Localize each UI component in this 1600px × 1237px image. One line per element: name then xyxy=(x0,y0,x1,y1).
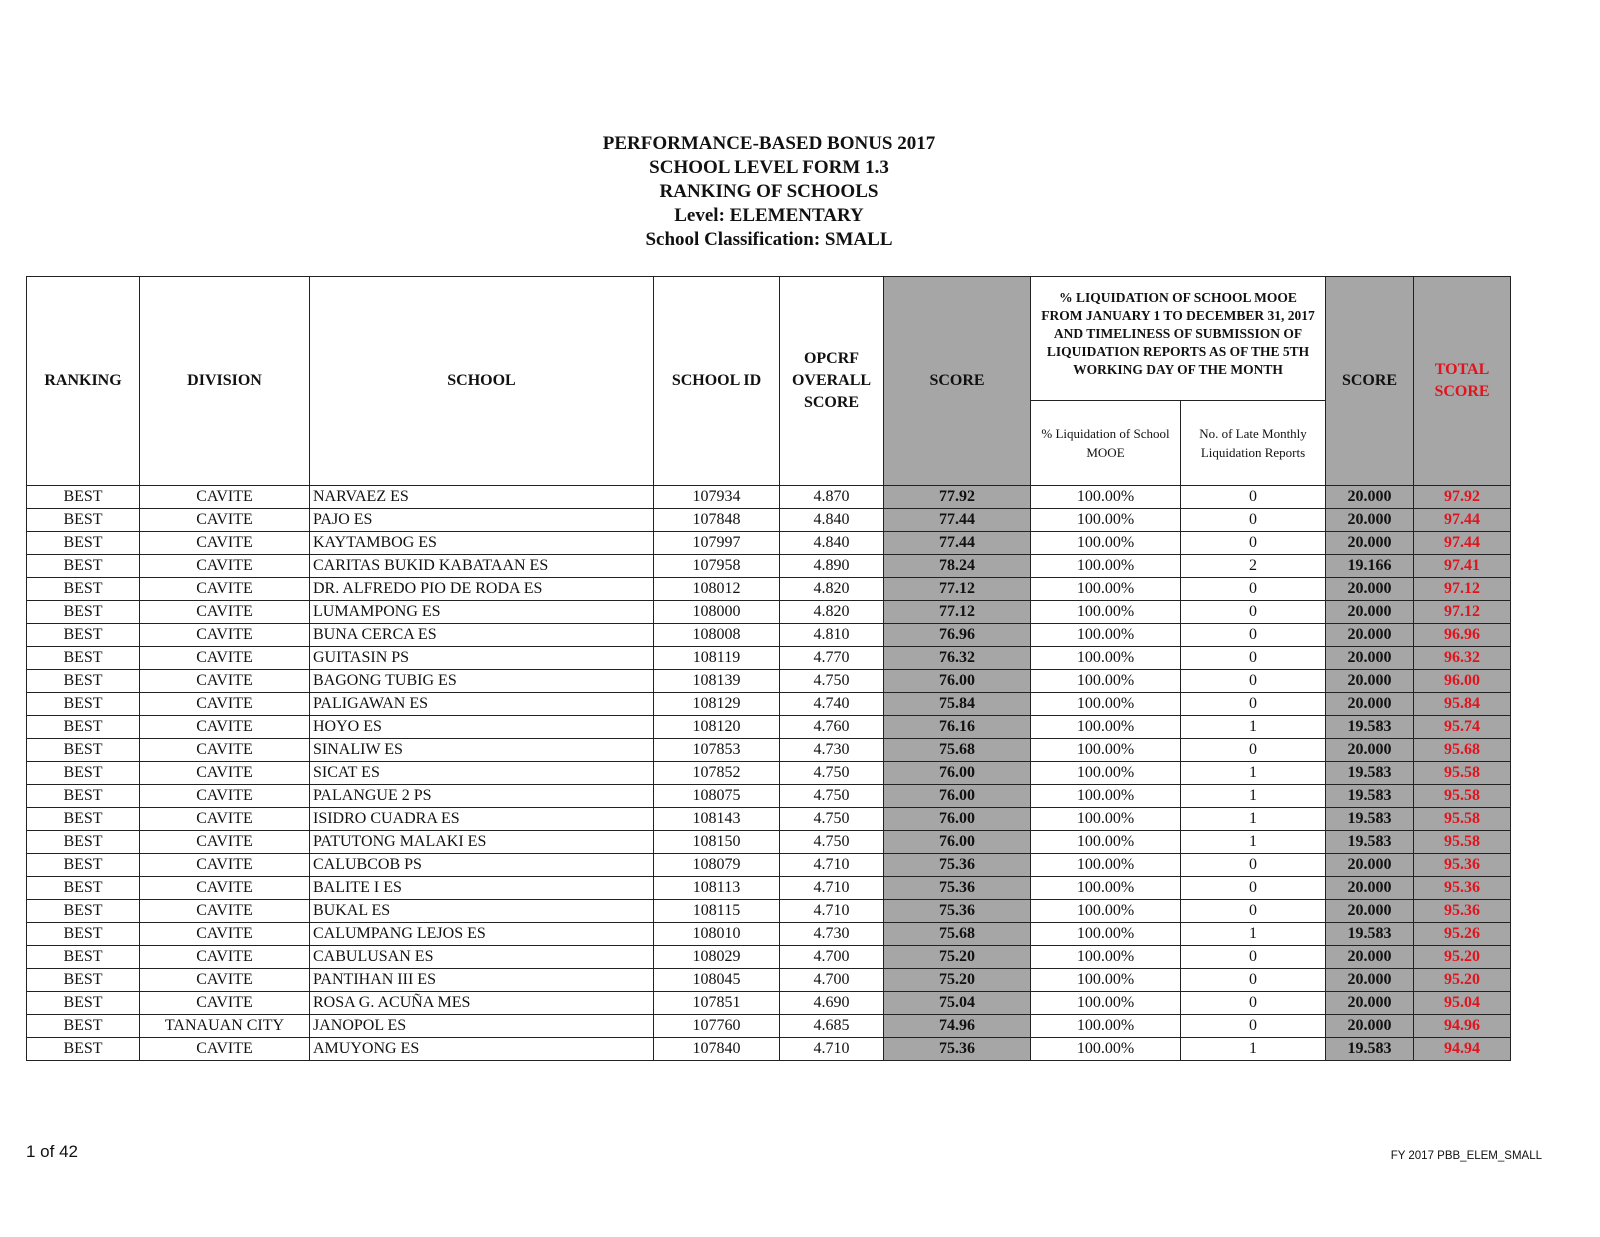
cell-school-id: 107852 xyxy=(654,762,780,785)
cell-school-id: 108129 xyxy=(654,693,780,716)
cell-liquidation-score: 20.000 xyxy=(1326,877,1414,900)
document-title xyxy=(0,132,1538,252)
table-row xyxy=(27,1015,1511,1038)
cell-school: PALIGAWAN ES xyxy=(310,693,654,716)
cell-score: 78.24 xyxy=(884,555,1031,578)
cell-pct-liquidation: 100.00% xyxy=(1031,647,1181,670)
cell-school-id: 108113 xyxy=(654,877,780,900)
table-row xyxy=(27,647,1511,670)
level-line: Level: ELEMENTARY xyxy=(674,205,864,226)
cell-liquidation-score: 19.583 xyxy=(1326,808,1414,831)
cell-opcrf-score: 4.840 xyxy=(780,532,884,555)
cell-opcrf-score: 4.820 xyxy=(780,578,884,601)
cell-liquidation-score: 20.000 xyxy=(1326,854,1414,877)
cell-opcrf-score: 4.700 xyxy=(780,969,884,992)
cell-school: SINALIW ES xyxy=(310,739,654,762)
cell-pct-liquidation: 100.00% xyxy=(1031,923,1181,946)
cell-opcrf-score: 4.730 xyxy=(780,739,884,762)
cell-score: 75.84 xyxy=(884,693,1031,716)
col-header-school-id: SCHOOL ID xyxy=(654,277,780,486)
cell-ranking: BEST xyxy=(27,601,140,624)
cell-score: 76.00 xyxy=(884,785,1031,808)
cell-liquidation-score: 20.000 xyxy=(1326,693,1414,716)
cell-opcrf-score: 4.750 xyxy=(780,785,884,808)
cell-opcrf-score: 4.685 xyxy=(780,1015,884,1038)
cell-pct-liquidation: 100.00% xyxy=(1031,555,1181,578)
cell-pct-liquidation: 100.00% xyxy=(1031,624,1181,647)
cell-late-reports: 0 xyxy=(1181,624,1326,647)
cell-school-id: 107851 xyxy=(654,992,780,1015)
cell-opcrf-score: 4.750 xyxy=(780,831,884,854)
cell-pct-liquidation: 100.00% xyxy=(1031,831,1181,854)
cell-division: CAVITE xyxy=(140,785,310,808)
cell-division: CAVITE xyxy=(140,831,310,854)
cell-division: CAVITE xyxy=(140,739,310,762)
cell-school: BAGONG TUBIG ES xyxy=(310,670,654,693)
cell-school: CABULUSAN ES xyxy=(310,946,654,969)
cell-opcrf-score: 4.810 xyxy=(780,624,884,647)
cell-opcrf-score: 4.710 xyxy=(780,854,884,877)
cell-late-reports: 1 xyxy=(1181,762,1326,785)
cell-school-id: 108075 xyxy=(654,785,780,808)
cell-pct-liquidation: 100.00% xyxy=(1031,486,1181,509)
cell-opcrf-score: 4.710 xyxy=(780,1038,884,1061)
cell-school: PAJO ES xyxy=(310,509,654,532)
cell-ranking: BEST xyxy=(27,555,140,578)
cell-score: 75.36 xyxy=(884,854,1031,877)
cell-school-id: 108119 xyxy=(654,647,780,670)
cell-total-score: 97.12 xyxy=(1414,578,1511,601)
cell-opcrf-score: 4.840 xyxy=(780,509,884,532)
document-code: FY 2017 PBB_ELEM_SMALL xyxy=(1390,1150,1542,1162)
cell-late-reports: 1 xyxy=(1181,808,1326,831)
cell-school: BALITE I ES xyxy=(310,877,654,900)
cell-pct-liquidation: 100.00% xyxy=(1031,716,1181,739)
cell-score: 76.00 xyxy=(884,762,1031,785)
cell-school: SICAT ES xyxy=(310,762,654,785)
cell-school: JANOPOL ES xyxy=(310,1015,654,1038)
cell-score: 77.44 xyxy=(884,509,1031,532)
cell-opcrf-score: 4.710 xyxy=(780,900,884,923)
cell-total-score: 95.04 xyxy=(1414,992,1511,1015)
cell-division: CAVITE xyxy=(140,877,310,900)
cell-school-id: 107760 xyxy=(654,1015,780,1038)
col-header-late-reports: No. of Late Monthly Liquidation Reports xyxy=(1181,401,1326,486)
cell-late-reports: 0 xyxy=(1181,486,1326,509)
cell-school-id: 108012 xyxy=(654,578,780,601)
cell-school-id: 107997 xyxy=(654,532,780,555)
cell-liquidation-score: 20.000 xyxy=(1326,601,1414,624)
cell-late-reports: 0 xyxy=(1181,969,1326,992)
cell-school: CARITAS BUKID KABATAAN ES xyxy=(310,555,654,578)
cell-total-score: 94.96 xyxy=(1414,1015,1511,1038)
cell-school-id: 108120 xyxy=(654,716,780,739)
cell-school-id: 108029 xyxy=(654,946,780,969)
ranking-table xyxy=(26,276,1511,1061)
cell-school: BUNA CERCA ES xyxy=(310,624,654,647)
cell-liquidation-score: 19.166 xyxy=(1326,555,1414,578)
table-row xyxy=(27,716,1511,739)
cell-ranking: BEST xyxy=(27,1015,140,1038)
cell-pct-liquidation: 100.00% xyxy=(1031,1015,1181,1038)
cell-school-id: 107853 xyxy=(654,739,780,762)
cell-opcrf-score: 4.890 xyxy=(780,555,884,578)
cell-score: 76.00 xyxy=(884,670,1031,693)
cell-late-reports: 1 xyxy=(1181,716,1326,739)
cell-liquidation-score: 20.000 xyxy=(1326,969,1414,992)
cell-ranking: BEST xyxy=(27,854,140,877)
cell-school: LUMAMPONG ES xyxy=(310,601,654,624)
cell-total-score: 95.58 xyxy=(1414,785,1511,808)
cell-total-score: 95.58 xyxy=(1414,831,1511,854)
cell-liquidation-score: 20.000 xyxy=(1326,486,1414,509)
cell-pct-liquidation: 100.00% xyxy=(1031,601,1181,624)
col-header-total-score: TOTAL SCORE xyxy=(1414,277,1511,486)
cell-school-id: 107848 xyxy=(654,509,780,532)
cell-division: CAVITE xyxy=(140,647,310,670)
cell-liquidation-score: 20.000 xyxy=(1326,624,1414,647)
cell-school: AMUYONG ES xyxy=(310,1038,654,1061)
cell-division: TANAUAN CITY xyxy=(140,1015,310,1038)
cell-opcrf-score: 4.750 xyxy=(780,808,884,831)
cell-division: CAVITE xyxy=(140,578,310,601)
cell-total-score: 95.58 xyxy=(1414,808,1511,831)
cell-late-reports: 0 xyxy=(1181,1015,1326,1038)
cell-school: ISIDRO CUADRA ES xyxy=(310,808,654,831)
cell-score: 74.96 xyxy=(884,1015,1031,1038)
cell-total-score: 94.94 xyxy=(1414,1038,1511,1061)
cell-ranking: BEST xyxy=(27,762,140,785)
cell-school: HOYO ES xyxy=(310,716,654,739)
cell-school-id: 108008 xyxy=(654,624,780,647)
cell-division: CAVITE xyxy=(140,1038,310,1061)
cell-score: 77.12 xyxy=(884,578,1031,601)
table-row xyxy=(27,555,1511,578)
cell-ranking: BEST xyxy=(27,831,140,854)
table-row xyxy=(27,532,1511,555)
table-row xyxy=(27,601,1511,624)
cell-pct-liquidation: 100.00% xyxy=(1031,992,1181,1015)
cell-ranking: BEST xyxy=(27,877,140,900)
cell-pct-liquidation: 100.00% xyxy=(1031,877,1181,900)
cell-school: PALANGUE 2 PS xyxy=(310,785,654,808)
table-row xyxy=(27,923,1511,946)
table-row xyxy=(27,831,1511,854)
cell-division: CAVITE xyxy=(140,532,310,555)
table-row xyxy=(27,693,1511,716)
cell-school-id: 107958 xyxy=(654,555,780,578)
cell-total-score: 97.41 xyxy=(1414,555,1511,578)
cell-liquidation-score: 20.000 xyxy=(1326,509,1414,532)
cell-division: CAVITE xyxy=(140,486,310,509)
cell-late-reports: 1 xyxy=(1181,1038,1326,1061)
cell-school: PANTIHAN III ES xyxy=(310,969,654,992)
col-header-school: SCHOOL xyxy=(310,277,654,486)
cell-pct-liquidation: 100.00% xyxy=(1031,900,1181,923)
cell-opcrf-score: 4.700 xyxy=(780,946,884,969)
cell-division: CAVITE xyxy=(140,509,310,532)
table-row xyxy=(27,854,1511,877)
cell-total-score: 97.92 xyxy=(1414,486,1511,509)
cell-pct-liquidation: 100.00% xyxy=(1031,762,1181,785)
cell-ranking: BEST xyxy=(27,1038,140,1061)
cell-ranking: BEST xyxy=(27,670,140,693)
cell-division: CAVITE xyxy=(140,946,310,969)
table-row xyxy=(27,486,1511,509)
cell-total-score: 95.68 xyxy=(1414,739,1511,762)
cell-division: CAVITE xyxy=(140,624,310,647)
cell-pct-liquidation: 100.00% xyxy=(1031,739,1181,762)
cell-school-id: 108045 xyxy=(654,969,780,992)
cell-late-reports: 0 xyxy=(1181,992,1326,1015)
cell-liquidation-score: 20.000 xyxy=(1326,1015,1414,1038)
table-row xyxy=(27,762,1511,785)
table-row xyxy=(27,992,1511,1015)
table-row xyxy=(27,509,1511,532)
cell-ranking: BEST xyxy=(27,486,140,509)
cell-score: 76.16 xyxy=(884,716,1031,739)
cell-total-score: 95.36 xyxy=(1414,900,1511,923)
cell-score: 75.68 xyxy=(884,923,1031,946)
cell-school: ROSA G. ACUÑA MES xyxy=(310,992,654,1015)
cell-late-reports: 0 xyxy=(1181,739,1326,762)
cell-ranking: BEST xyxy=(27,624,140,647)
table-row xyxy=(27,785,1511,808)
cell-late-reports: 0 xyxy=(1181,670,1326,693)
cell-score: 76.00 xyxy=(884,808,1031,831)
cell-total-score: 95.20 xyxy=(1414,969,1511,992)
cell-score: 77.92 xyxy=(884,486,1031,509)
cell-pct-liquidation: 100.00% xyxy=(1031,808,1181,831)
table-row xyxy=(27,739,1511,762)
cell-ranking: BEST xyxy=(27,946,140,969)
cell-school: PATUTONG MALAKI ES xyxy=(310,831,654,854)
cell-division: CAVITE xyxy=(140,969,310,992)
cell-total-score: 95.36 xyxy=(1414,877,1511,900)
cell-school: DR. ALFREDO PIO DE RODA ES xyxy=(310,578,654,601)
cell-ranking: BEST xyxy=(27,808,140,831)
cell-ranking: BEST xyxy=(27,532,140,555)
cell-school-id: 108000 xyxy=(654,601,780,624)
cell-score: 75.36 xyxy=(884,877,1031,900)
cell-school-id: 108010 xyxy=(654,923,780,946)
table-body xyxy=(27,486,1511,1061)
cell-late-reports: 0 xyxy=(1181,877,1326,900)
cell-ranking: BEST xyxy=(27,992,140,1015)
cell-school-id: 107840 xyxy=(654,1038,780,1061)
cell-ranking: BEST xyxy=(27,969,140,992)
cell-total-score: 97.44 xyxy=(1414,532,1511,555)
cell-score: 75.36 xyxy=(884,1038,1031,1061)
table-row xyxy=(27,900,1511,923)
cell-school: NARVAEZ ES xyxy=(310,486,654,509)
cell-pct-liquidation: 100.00% xyxy=(1031,969,1181,992)
cell-opcrf-score: 4.710 xyxy=(780,877,884,900)
cell-total-score: 95.26 xyxy=(1414,923,1511,946)
cell-late-reports: 0 xyxy=(1181,601,1326,624)
table-row xyxy=(27,1038,1511,1061)
cell-division: CAVITE xyxy=(140,854,310,877)
title-line: RANKING OF SCHOOLS xyxy=(659,181,879,202)
col-header-pct-liquidation: % Liquidation of School MOOE xyxy=(1031,401,1181,486)
cell-late-reports: 1 xyxy=(1181,923,1326,946)
cell-school: CALUMPANG LEJOS ES xyxy=(310,923,654,946)
cell-late-reports: 0 xyxy=(1181,900,1326,923)
cell-school: KAYTAMBOG ES xyxy=(310,532,654,555)
cell-opcrf-score: 4.820 xyxy=(780,601,884,624)
cell-ranking: BEST xyxy=(27,900,140,923)
table-row xyxy=(27,877,1511,900)
title-line: SCHOOL LEVEL FORM 1.3 xyxy=(649,157,889,178)
cell-opcrf-score: 4.750 xyxy=(780,670,884,693)
col-header-ranking: RANKING xyxy=(27,277,140,486)
col-header-division: DIVISION xyxy=(140,277,310,486)
cell-total-score: 95.84 xyxy=(1414,693,1511,716)
cell-liquidation-score: 19.583 xyxy=(1326,831,1414,854)
cell-late-reports: 0 xyxy=(1181,946,1326,969)
cell-ranking: BEST xyxy=(27,578,140,601)
cell-liquidation-score: 20.000 xyxy=(1326,992,1414,1015)
cell-late-reports: 0 xyxy=(1181,509,1326,532)
cell-opcrf-score: 4.740 xyxy=(780,693,884,716)
cell-ranking: BEST xyxy=(27,923,140,946)
cell-division: CAVITE xyxy=(140,555,310,578)
cell-pct-liquidation: 100.00% xyxy=(1031,670,1181,693)
cell-division: CAVITE xyxy=(140,670,310,693)
cell-liquidation-score: 20.000 xyxy=(1326,578,1414,601)
cell-pct-liquidation: 100.00% xyxy=(1031,854,1181,877)
cell-score: 75.04 xyxy=(884,992,1031,1015)
table-row xyxy=(27,624,1511,647)
cell-total-score: 96.96 xyxy=(1414,624,1511,647)
cell-liquidation-score: 19.583 xyxy=(1326,716,1414,739)
classification-line: School Classification: SMALL xyxy=(645,229,893,250)
cell-score: 75.68 xyxy=(884,739,1031,762)
cell-opcrf-score: 4.730 xyxy=(780,923,884,946)
col-header-score: SCORE xyxy=(884,277,1031,486)
cell-school: CALUBCOB PS xyxy=(310,854,654,877)
table-row xyxy=(27,578,1511,601)
cell-ranking: BEST xyxy=(27,509,140,532)
cell-score: 77.44 xyxy=(884,532,1031,555)
cell-division: CAVITE xyxy=(140,693,310,716)
cell-school-id: 108115 xyxy=(654,900,780,923)
cell-liquidation-score: 19.583 xyxy=(1326,923,1414,946)
cell-division: CAVITE xyxy=(140,808,310,831)
cell-opcrf-score: 4.770 xyxy=(780,647,884,670)
cell-opcrf-score: 4.870 xyxy=(780,486,884,509)
cell-opcrf-score: 4.750 xyxy=(780,762,884,785)
cell-liquidation-score: 20.000 xyxy=(1326,739,1414,762)
cell-score: 76.00 xyxy=(884,831,1031,854)
cell-division: CAVITE xyxy=(140,762,310,785)
table-row xyxy=(27,670,1511,693)
cell-school-id: 108143 xyxy=(654,808,780,831)
page-number: 1 of 42 xyxy=(26,1142,78,1161)
cell-pct-liquidation: 100.00% xyxy=(1031,578,1181,601)
cell-opcrf-score: 4.760 xyxy=(780,716,884,739)
cell-total-score: 95.58 xyxy=(1414,762,1511,785)
cell-total-score: 97.12 xyxy=(1414,601,1511,624)
cell-late-reports: 0 xyxy=(1181,693,1326,716)
cell-liquidation-score: 20.000 xyxy=(1326,647,1414,670)
cell-division: CAVITE xyxy=(140,923,310,946)
cell-ranking: BEST xyxy=(27,693,140,716)
cell-pct-liquidation: 100.00% xyxy=(1031,946,1181,969)
cell-pct-liquidation: 100.00% xyxy=(1031,509,1181,532)
cell-late-reports: 1 xyxy=(1181,785,1326,808)
cell-late-reports: 1 xyxy=(1181,831,1326,854)
cell-pct-liquidation: 100.00% xyxy=(1031,1038,1181,1061)
cell-liquidation-score: 20.000 xyxy=(1326,900,1414,923)
cell-school-id: 108079 xyxy=(654,854,780,877)
cell-score: 75.36 xyxy=(884,900,1031,923)
cell-division: CAVITE xyxy=(140,992,310,1015)
cell-score: 76.32 xyxy=(884,647,1031,670)
cell-school-id: 108150 xyxy=(654,831,780,854)
cell-total-score: 96.00 xyxy=(1414,670,1511,693)
cell-division: CAVITE xyxy=(140,900,310,923)
cell-late-reports: 0 xyxy=(1181,532,1326,555)
cell-late-reports: 0 xyxy=(1181,854,1326,877)
cell-liquidation-score: 19.583 xyxy=(1326,1038,1414,1061)
cell-total-score: 95.20 xyxy=(1414,946,1511,969)
table-row xyxy=(27,808,1511,831)
cell-liquidation-score: 20.000 xyxy=(1326,532,1414,555)
cell-ranking: BEST xyxy=(27,785,140,808)
col-header-opcrf: OPCRF OVERALL SCORE xyxy=(780,277,884,486)
cell-liquidation-score: 20.000 xyxy=(1326,946,1414,969)
cell-opcrf-score: 4.690 xyxy=(780,992,884,1015)
cell-total-score: 95.36 xyxy=(1414,854,1511,877)
cell-division: CAVITE xyxy=(140,601,310,624)
cell-school: BUKAL ES xyxy=(310,900,654,923)
cell-liquidation-score: 20.000 xyxy=(1326,670,1414,693)
cell-score: 75.20 xyxy=(884,969,1031,992)
col-header-liquidation-score: SCORE xyxy=(1326,277,1414,486)
cell-score: 75.20 xyxy=(884,946,1031,969)
cell-ranking: BEST xyxy=(27,716,140,739)
cell-total-score: 97.44 xyxy=(1414,509,1511,532)
cell-late-reports: 0 xyxy=(1181,578,1326,601)
cell-pct-liquidation: 100.00% xyxy=(1031,785,1181,808)
cell-score: 76.96 xyxy=(884,624,1031,647)
cell-total-score: 95.74 xyxy=(1414,716,1511,739)
cell-liquidation-score: 19.583 xyxy=(1326,762,1414,785)
table-row xyxy=(27,969,1511,992)
cell-school-id: 107934 xyxy=(654,486,780,509)
cell-late-reports: 0 xyxy=(1181,647,1326,670)
cell-division: CAVITE xyxy=(140,716,310,739)
cell-pct-liquidation: 100.00% xyxy=(1031,693,1181,716)
cell-ranking: BEST xyxy=(27,647,140,670)
cell-pct-liquidation: 100.00% xyxy=(1031,532,1181,555)
cell-school: GUITASIN PS xyxy=(310,647,654,670)
title-line: PERFORMANCE-BASED BONUS 2017 xyxy=(602,133,936,154)
cell-school-id: 108139 xyxy=(654,670,780,693)
col-header-liquidation-group: % LIQUIDATION OF SCHOOL MOOE FROM JANUARY 1 TO DECEMBER 31, 2017 AND TIMELINESS OF SUBMISSION OF LIQUIDATION REPORTS AS OF THE 5TH WORKING DAY OF THE MONTH xyxy=(1031,277,1326,401)
cell-score: 77.12 xyxy=(884,601,1031,624)
cell-total-score: 96.32 xyxy=(1414,647,1511,670)
table-row xyxy=(27,946,1511,969)
cell-late-reports: 2 xyxy=(1181,555,1326,578)
cell-ranking: BEST xyxy=(27,739,140,762)
cell-liquidation-score: 19.583 xyxy=(1326,785,1414,808)
